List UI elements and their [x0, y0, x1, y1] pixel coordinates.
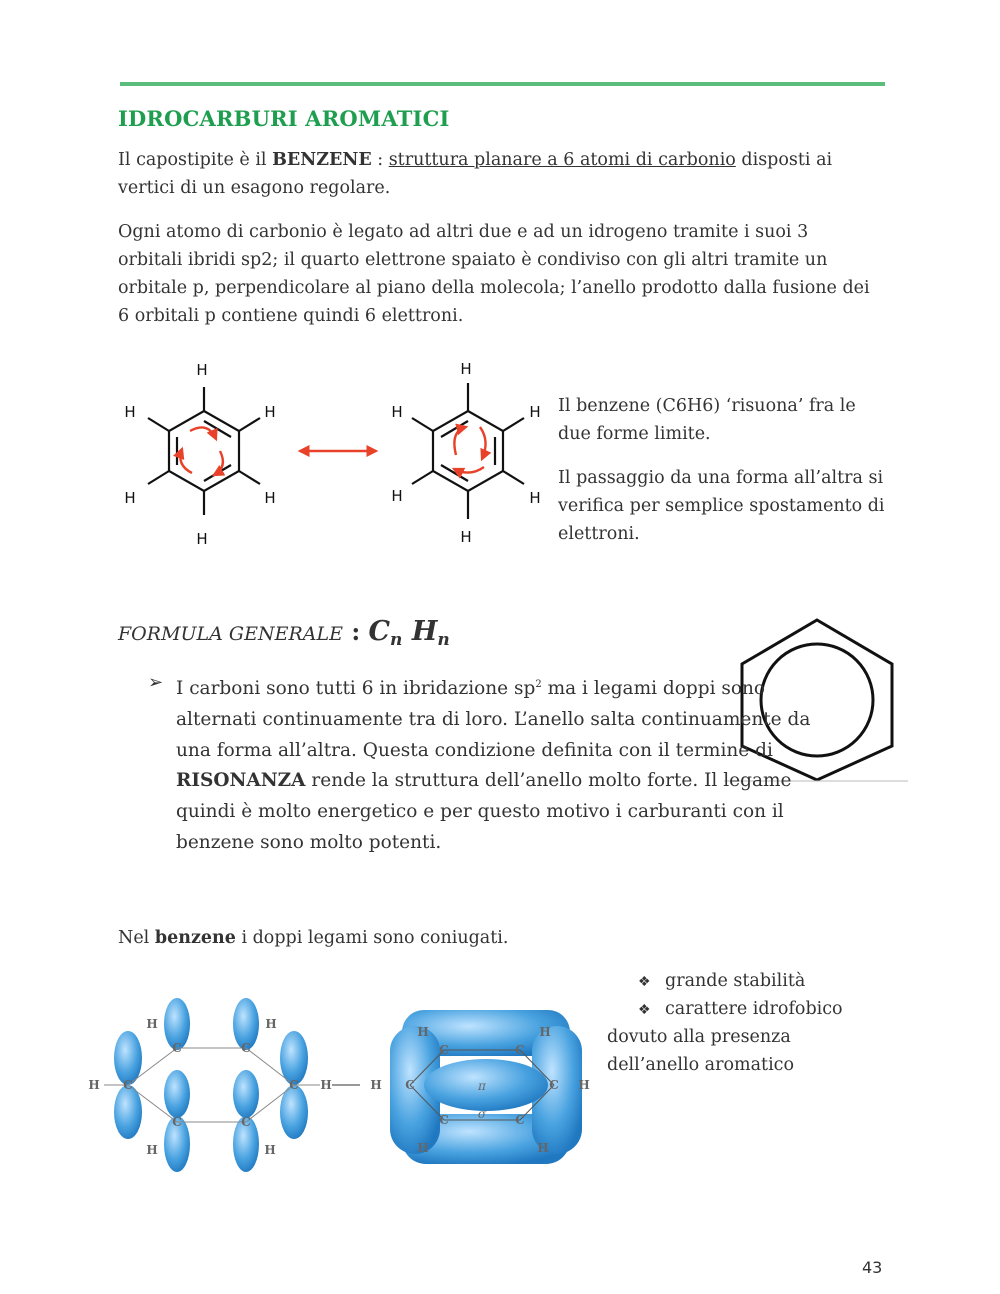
section-title: IDROCARBURI AROMATICI [118, 106, 450, 131]
pi-label: π [478, 1079, 486, 1093]
carbon-label: C [289, 1078, 299, 1092]
kekule-structure-left [148, 387, 260, 515]
h-label: H [264, 489, 276, 507]
h-label: H [196, 530, 208, 548]
electron-arrows-left [180, 427, 223, 475]
diamond-bullet-icon: ❖ [638, 1002, 651, 1018]
h-label: H [391, 487, 403, 505]
hydrogen-label: H [537, 1141, 549, 1155]
h-label: H [460, 360, 472, 378]
resonance-caption-2: Il passaggio da una forma all’altra si verifica per semplice spostamento di elettroni. [558, 468, 885, 544]
diamond-bullet-icon: ❖ [638, 974, 651, 990]
pi-orbital-figure [84, 996, 594, 1182]
p-orbitals [114, 998, 308, 1172]
conj-bold: benzene [154, 928, 236, 948]
hydrogen-label: H [146, 1017, 158, 1031]
h-label: H [264, 403, 276, 421]
h-label: H [529, 403, 541, 421]
intro-text-end: disposti ai vertici di un esagono regolare. [118, 150, 833, 198]
h-label: H [196, 361, 208, 379]
formula-hydrogen: H [411, 616, 438, 647]
hydrogen-label: H [320, 1078, 332, 1092]
formula-carbon: C [368, 616, 391, 647]
top-rule [120, 82, 885, 86]
bullet-superscript: 2 [535, 679, 542, 690]
formula-subscript: n [390, 629, 403, 650]
resonance-caption-1: Il benzene (C6H6) ‘risuona’ fra le due forme limite. [558, 396, 856, 444]
hydrogen-label: H [578, 1078, 590, 1092]
intro-sep: : [371, 150, 389, 170]
intro-bold: BENZENE [272, 150, 372, 170]
resonance-bullet-text [176, 670, 816, 858]
description-paragraph: Ogni atomo di carbonio è legato ad altri due e ad un idrogeno tramite i suoi 3 orbitali ibridi sp2; il quarto elettrone spaiato è condiviso con gli altri tramite un orbitale p, perpendicolare al piano della molecola; l’anello prodotto dalla fusione dei 6 orbitali p contiene quindi 6 elettroni. [118, 222, 870, 326]
hydrogen-label: H [417, 1025, 429, 1039]
hydrogen-labels [124, 360, 540, 548]
h-label: H [391, 403, 403, 421]
h-label: H [529, 489, 541, 507]
carbon-label: C [515, 1043, 525, 1057]
h-label: H [124, 403, 136, 421]
h-label: H [124, 489, 136, 507]
formula-colon: : [342, 617, 369, 646]
bullet-text: I carboni sono tutti 6 in ibridazione sp [176, 678, 536, 700]
hydrogen-label: H [265, 1017, 277, 1031]
carbon-label: C [123, 1078, 133, 1092]
intro-paragraph [118, 146, 878, 202]
page-number: 43 [862, 1258, 883, 1277]
carbon-label: C [439, 1113, 449, 1127]
property-continuation: dovuto alla presenza dell’anello aromatico [607, 1027, 794, 1075]
bullet-text: rende la struttura dell’anello molto forte. Il legame quindi è molto energetico e per questo motivo i carburanti con il benzene sono molto potenti. [176, 770, 792, 853]
bullet-text: ma i legami doppi sono alternati continuamente tra di loro. L’anello salta continuamente da una forma all’altra. Questa condizione definita con il termine di [176, 678, 811, 761]
bullet-bold: RISONANZA [176, 770, 306, 792]
conjugated-sentence [118, 924, 508, 952]
carbon-label: C [172, 1115, 182, 1129]
hydrogen-label: H [264, 1143, 276, 1157]
hydrogen-label: H [146, 1143, 158, 1157]
general-formula [118, 616, 450, 650]
carbon-label: C [439, 1043, 449, 1057]
conj-text: i doppi legami sono coniugati. [235, 928, 509, 948]
kekule-structure-right [412, 383, 524, 519]
bullet-arrow-icon: ➢ [148, 672, 164, 693]
benzene-resonance-figure [110, 355, 550, 555]
hydrogen-label: H [417, 1141, 429, 1155]
carbon-label: C [241, 1115, 251, 1129]
formula-label: FORMULA GENERALE [118, 623, 343, 645]
hydrogen-label: H [370, 1078, 382, 1092]
sigma-label: σ [477, 1107, 487, 1121]
property-item: carattere idrofobico [665, 999, 843, 1019]
intro-underline: struttura planare a 6 atomi di carbonio [388, 150, 736, 170]
hydrogen-label: H [88, 1078, 100, 1092]
conj-text: Nel [118, 928, 155, 948]
carbon-label: C [172, 1041, 182, 1055]
hydrogen-label: H [539, 1025, 551, 1039]
carbon-label: C [549, 1078, 559, 1092]
carbon-label: C [515, 1113, 525, 1127]
carbon-label: C [241, 1041, 251, 1055]
formula-subscript: n [437, 629, 450, 650]
h-label: H [460, 528, 472, 546]
carbon-label: C [405, 1078, 415, 1092]
electron-arrows-right [454, 427, 486, 473]
intro-text: Il capostipite è il [118, 150, 273, 170]
property-item: grande stabilità [665, 971, 806, 991]
